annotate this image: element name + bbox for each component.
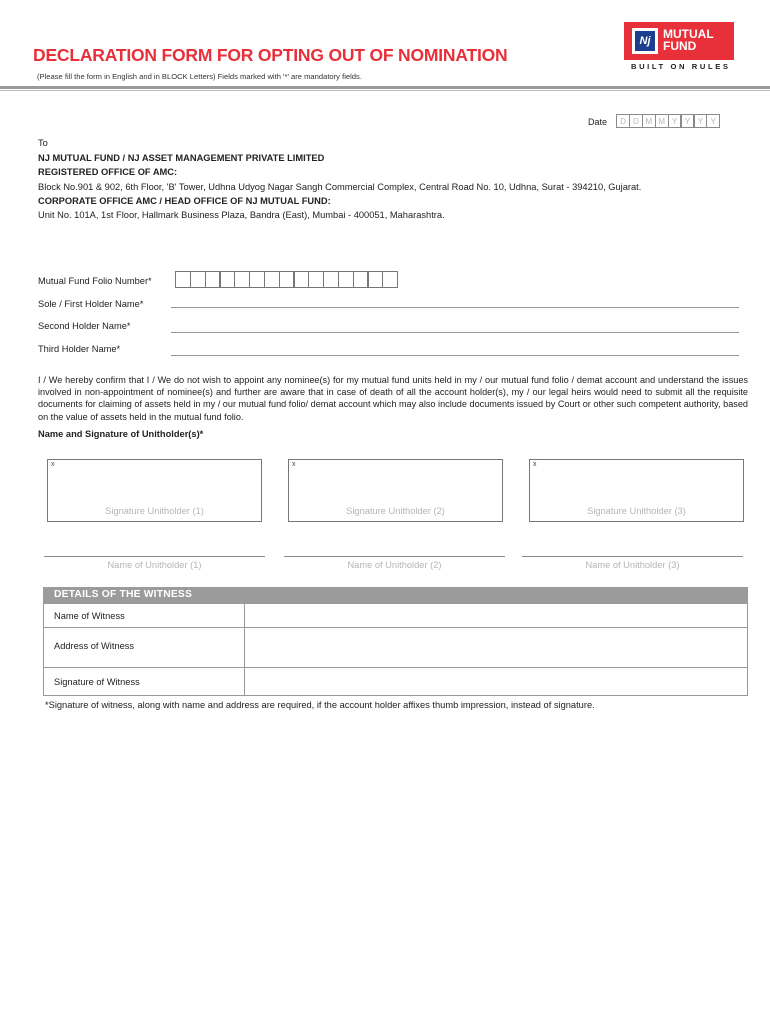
witness-address-label: Address of Witness	[54, 641, 135, 651]
folio-digit-box[interactable]	[382, 271, 398, 288]
form-instructions: (Please fill the form in English and in BLOCK Letters) Fields marked with '*' are mandatory fields.	[37, 72, 362, 81]
company-name: NJ MUTUAL FUND / NJ ASSET MANAGEMENT PRIVATE LIMITED	[38, 153, 325, 163]
witness-name-label: Name of Witness	[54, 611, 125, 621]
date-box[interactable]: Y	[706, 114, 720, 128]
witness-address-row[interactable]	[43, 627, 748, 668]
registered-office-heading: REGISTERED OFFICE OF AMC:	[38, 167, 178, 177]
signature-mark: x	[51, 461, 55, 468]
registered-office-address: Block No.901 & 902, 6th Floor, 'B' Tower, Udhna Udyog Nagar Sangh Commercial Complex, Central Road No. 10, Udhna, Surat - 394210, Gujarat.	[38, 182, 642, 192]
folio-digit-box[interactable]	[294, 271, 310, 288]
folio-digit-box[interactable]	[220, 271, 236, 288]
column-divider	[244, 668, 245, 695]
third-holder-label: Third Holder Name*	[38, 344, 121, 354]
date-box[interactable]: Y	[694, 114, 708, 128]
logo-tagline: BUILT ON RULES	[631, 62, 731, 71]
logo-line-2: FUND	[663, 39, 697, 53]
witness-section-title: DETAILS OF THE WITNESS	[54, 589, 193, 600]
unitholder-name-caption: Name of Unitholder (2)	[347, 560, 442, 570]
date-label: Date	[588, 117, 608, 127]
signature-mark: x	[533, 461, 537, 468]
third-holder-input[interactable]	[171, 355, 739, 356]
declaration-text: I / We hereby confirm that I / We do not wish to appoint any nominee(s) for my mutual fund units held in my / our mutual fund folio / demat account and understand the issues involved in non-appointment of nominee(s) and further are aware that in case of death of all the account holder(s), my / our legal heirs would need to submit all the requisite documents for claiming of assets held in my / our mutual fund folio/ demat account which may also include documents issued by Court or other such competent authority, based on the value of assets held in the mutual fund folio.	[38, 375, 748, 422]
nj-logo-icon: Nj	[632, 28, 658, 54]
folio-number-label: Mutual Fund Folio Number*	[38, 276, 152, 286]
witness-signature-row[interactable]	[43, 667, 748, 696]
unitholder-name-input-1[interactable]	[44, 556, 265, 557]
folio-digit-box[interactable]	[308, 271, 324, 288]
folio-digit-box[interactable]	[249, 271, 265, 288]
logo-wordmark	[663, 28, 714, 52]
signature-caption: Signature Unitholder (2)	[346, 506, 445, 516]
folio-digit-box[interactable]	[234, 271, 250, 288]
date-box[interactable]: D	[616, 114, 630, 128]
folio-digit-box[interactable]	[175, 271, 191, 288]
folio-digit-box[interactable]	[190, 271, 206, 288]
signature-mark: x	[292, 461, 296, 468]
folio-digit-box[interactable]	[264, 271, 280, 288]
witness-signature-label: Signature of Witness	[54, 677, 140, 687]
date-box[interactable]: Y	[681, 114, 695, 128]
witness-section-header	[43, 587, 748, 603]
signature-box-1[interactable]	[47, 459, 262, 522]
first-holder-input[interactable]	[171, 307, 739, 308]
signature-box-3[interactable]	[529, 459, 744, 522]
form-title: DECLARATION FORM FOR OPTING OUT OF NOMINATION	[33, 45, 508, 65]
date-box[interactable]: D	[629, 114, 643, 128]
unitholder-name-input-3[interactable]	[522, 556, 743, 557]
folio-digit-box[interactable]	[205, 271, 221, 288]
folio-digit-box[interactable]	[323, 271, 339, 288]
witness-footnote: *Signature of witness, along with name and address are required, if the account holder affixes thumb impression, instead of signature.	[45, 700, 595, 710]
addressee-to: To	[38, 138, 48, 148]
signature-box-2[interactable]	[288, 459, 503, 522]
date-box[interactable]: M	[642, 114, 656, 128]
date-box[interactable]: M	[655, 114, 669, 128]
second-holder-label: Second Holder Name*	[38, 321, 131, 331]
date-box[interactable]: Y	[668, 114, 682, 128]
witness-name-row[interactable]	[43, 603, 748, 628]
logo-line-1: MUTUAL	[663, 27, 714, 41]
signature-heading: Name and Signature of Unitholder(s)*	[38, 429, 204, 439]
corporate-office-address: Unit No. 101A, 1st Floor, Hallmark Business Plaza, Bandra (East), Mumbai - 400051, Maharashtra.	[38, 210, 445, 220]
first-holder-label: Sole / First Holder Name*	[38, 299, 144, 309]
unitholder-name-input-2[interactable]	[284, 556, 505, 557]
folio-digit-box[interactable]	[279, 271, 295, 288]
date-input-group[interactable]	[617, 114, 720, 128]
column-divider	[244, 628, 245, 667]
folio-digit-box[interactable]	[353, 271, 369, 288]
folio-digit-box[interactable]	[338, 271, 354, 288]
column-divider	[244, 604, 245, 627]
unitholder-name-caption: Name of Unitholder (3)	[585, 560, 680, 570]
folio-digit-box[interactable]	[368, 271, 384, 288]
signature-caption: Signature Unitholder (1)	[105, 506, 204, 516]
folio-number-input[interactable]	[176, 271, 398, 288]
unitholder-name-caption: Name of Unitholder (1)	[107, 560, 202, 570]
second-holder-input[interactable]	[171, 332, 739, 333]
corporate-office-heading: CORPORATE OFFICE AMC / HEAD OFFICE OF NJ MUTUAL FUND:	[38, 196, 331, 206]
signature-caption: Signature Unitholder (3)	[587, 506, 686, 516]
header-divider-thin	[0, 90, 770, 91]
header-divider	[0, 86, 770, 89]
